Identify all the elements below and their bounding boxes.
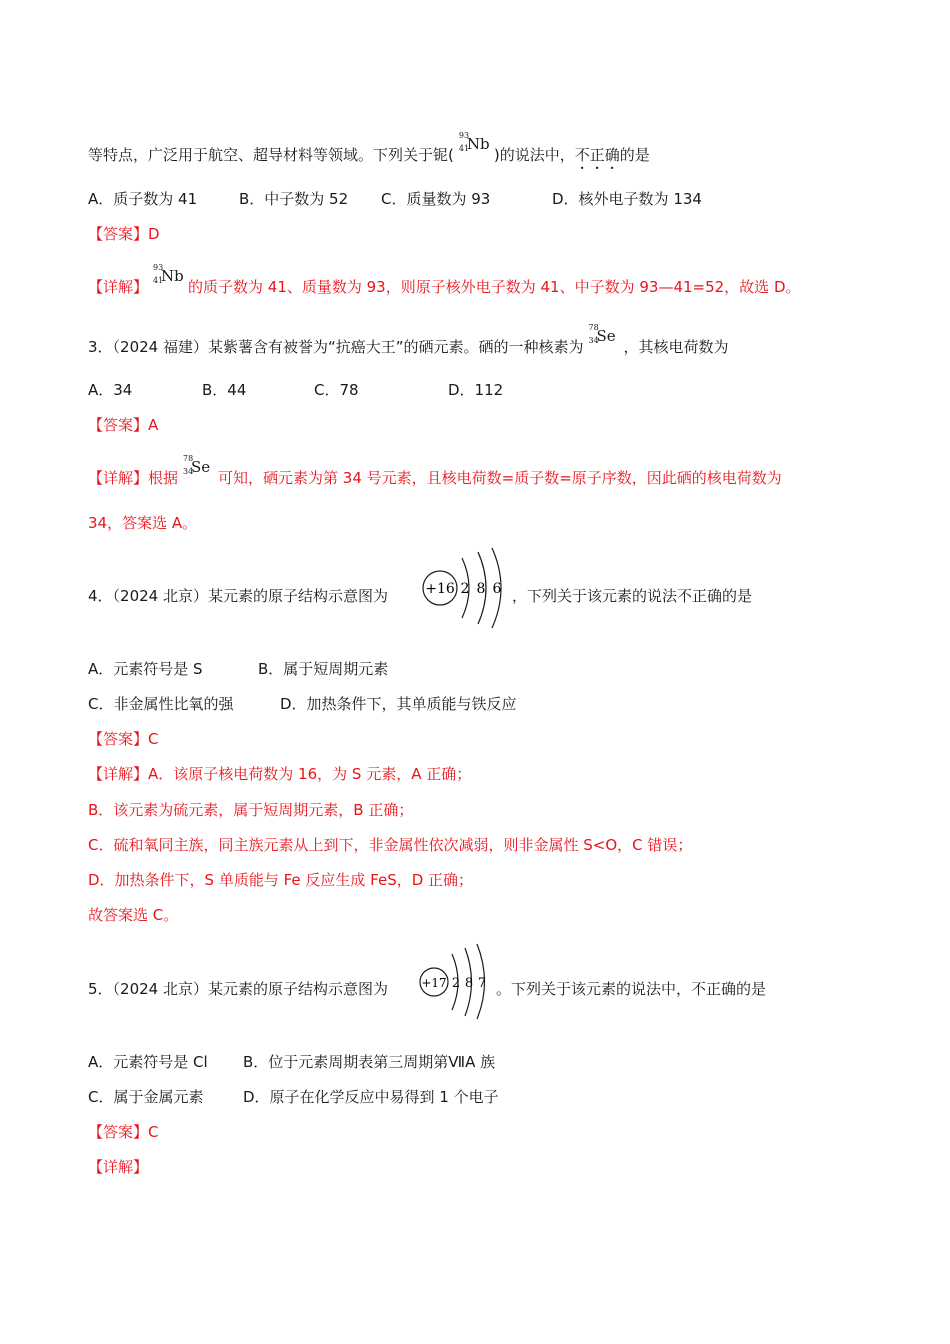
q5-stem: 5．（2024 北京）某元素的原子结构示意图为 [88, 980, 388, 998]
se-nuclide: 78 34 Se [183, 454, 211, 476]
nucleus-charge: +16 [425, 581, 455, 597]
q4-detail-end: 故答案选 C。 [88, 906, 179, 924]
shell-count: 8 [476, 581, 486, 597]
q4-stem-cont: ，下列关于该元素的说法不正确的是 [512, 587, 753, 605]
q2-detail: 【详解】 93 41 Nb 的质子数为 41、质量数为 93，则原子核外电子数为 41、中子数为 93—41=52，故选 D。 [88, 263, 801, 296]
shell-count: 2 [451, 976, 461, 991]
shell-count: 2 [460, 581, 470, 597]
q4-detail-c: C．硫和氧同主族，同主族元素从上到下，非金属性依次减弱，则非金属性 S<O，C 错误； [88, 836, 693, 854]
q2-answer: 【答案】D [88, 225, 160, 243]
q3-answer: 【答案】A [88, 416, 159, 434]
atom-structure-diagram-cl [418, 942, 494, 1020]
q2-stem: 等特点，广泛用于航空、超导材料等领域。下列关于铌( 93 41 Nb )的说法中，不正确的是 [88, 131, 650, 164]
shell-count: 7 [477, 976, 487, 991]
nb-nuclide: 93 41 Nb [458, 131, 490, 153]
q4-stem: 4．（2024 北京）某元素的原子结构示意图为 [88, 587, 388, 605]
q3-stem: 3．（2024 福建）某紫薯含有被誉为“抗癌大王”的硒元素。硒的一种核素为 78 34 Se ，其核电荷数为 [88, 323, 729, 356]
shell-count: 6 [492, 581, 502, 597]
q4-detail-b: B．该元素为硫元素，属于短周期元素，B 正确； [88, 801, 414, 819]
q4-detail: 【详解】A．该原子核电荷数为 16，为 S 元素，A 正确； [88, 765, 472, 783]
nucleus-charge: +17 [421, 976, 447, 990]
q3-detail-cont: 34，答案选 A。 [88, 514, 198, 532]
q5-stem-cont: 。下列关于该元素的说法中，不正确的是 [496, 980, 767, 998]
se-nuclide: 78 34 Se [588, 323, 616, 345]
q3-detail: 【详解】根据 78 34 Se 可知，硒元素为第 34 号元素，且核电荷数=质子数=原子序数，因此硒的核电荷数为 [88, 454, 782, 487]
atom-structure-diagram-s [418, 546, 510, 630]
q4-detail-d: D．加热条件下，S 单质能与 Fe 反应生成 FeS，D 正确； [88, 871, 474, 889]
q4-answer: 【答案】C [88, 730, 159, 748]
q5-detail: 【详解】 [88, 1158, 149, 1176]
emphasis-text: 不正确 [574, 146, 620, 164]
shell-count: 8 [464, 976, 474, 991]
q5-answer: 【答案】C [88, 1123, 159, 1141]
nb-nuclide: 93 41 Nb [153, 263, 184, 285]
